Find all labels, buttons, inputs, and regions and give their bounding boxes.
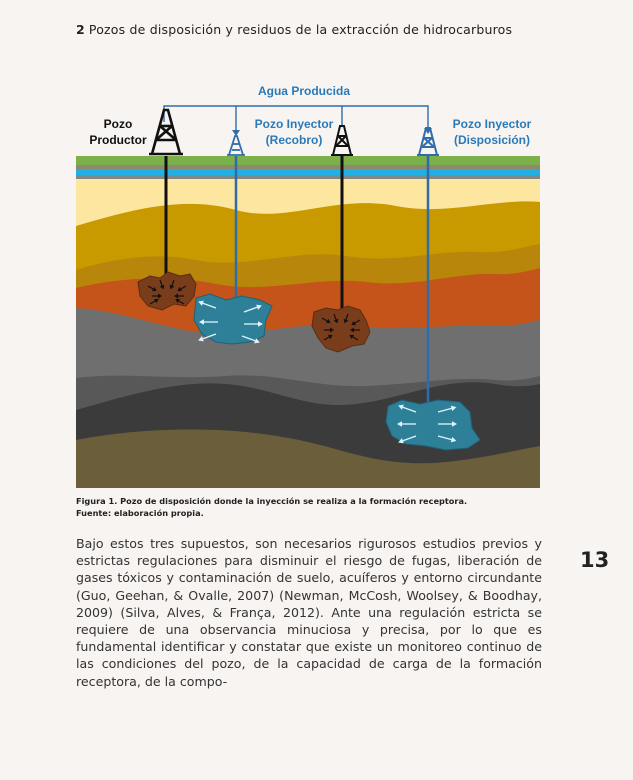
soil-layer-2 (76, 175, 540, 179)
page-number: 13 (580, 548, 610, 572)
label-productor: Productor (89, 133, 147, 147)
label-pozo: Pozo (103, 117, 133, 131)
running-header (76, 22, 512, 37)
caption-line-1: Figura 1. Pozo de disposición donde la inyección se realiza a la formación receptora. (76, 496, 468, 506)
figure-caption (76, 495, 467, 519)
soil-layer (76, 165, 540, 169)
derrick-productor-2-icon (331, 126, 353, 155)
derrick-recobro-icon (227, 136, 245, 155)
figure-1-diagram (76, 80, 540, 488)
injected-water-disposicion (386, 400, 480, 450)
oil-reservoir-1 (138, 272, 196, 310)
label-recobro: (Recobro) (265, 133, 323, 147)
grass-layer (76, 156, 540, 165)
aquifer-layer (76, 169, 540, 175)
chapter-title: Pozos de disposición y residuos de la extracción de hidrocarburos (88, 22, 513, 37)
injected-water-recobro (194, 294, 272, 345)
label-inyector-recobro: Pozo Inyector (254, 117, 334, 131)
chapter-number: 2 (76, 22, 85, 37)
caption-source: Fuente: elaboración propia. (76, 508, 204, 518)
derrick-productor-icon (149, 110, 183, 154)
label-inyector-disposicion: Pozo Inyector (452, 117, 532, 131)
label-disposicion: (Disposición) (453, 133, 531, 147)
body-paragraph: Bajo estos tres supuestos, son necesarios rigurosos estudios previos y estrictas regulaciones para disminuir el riesgo de fugas, liberación de gases tóxicos y contaminación de suelo, acuíferos y entorno circundante (Guo, Geehan, & Ovalle, 2007) (Newman, McCosh, Woolsey, & Boodhay, 2009) (Silva, Alves, & França, 2012). Ante una regulación estricta se requiere de una observancia minuciosa y precisa, por lo que es fundamental identificar y constatar que existe un monitoreo continuo de las condiciones del pozo, de la capacidad de carga de la formación receptora, de la compo- (76, 536, 542, 689)
label-agua-producida: Agua Producida (257, 84, 351, 98)
